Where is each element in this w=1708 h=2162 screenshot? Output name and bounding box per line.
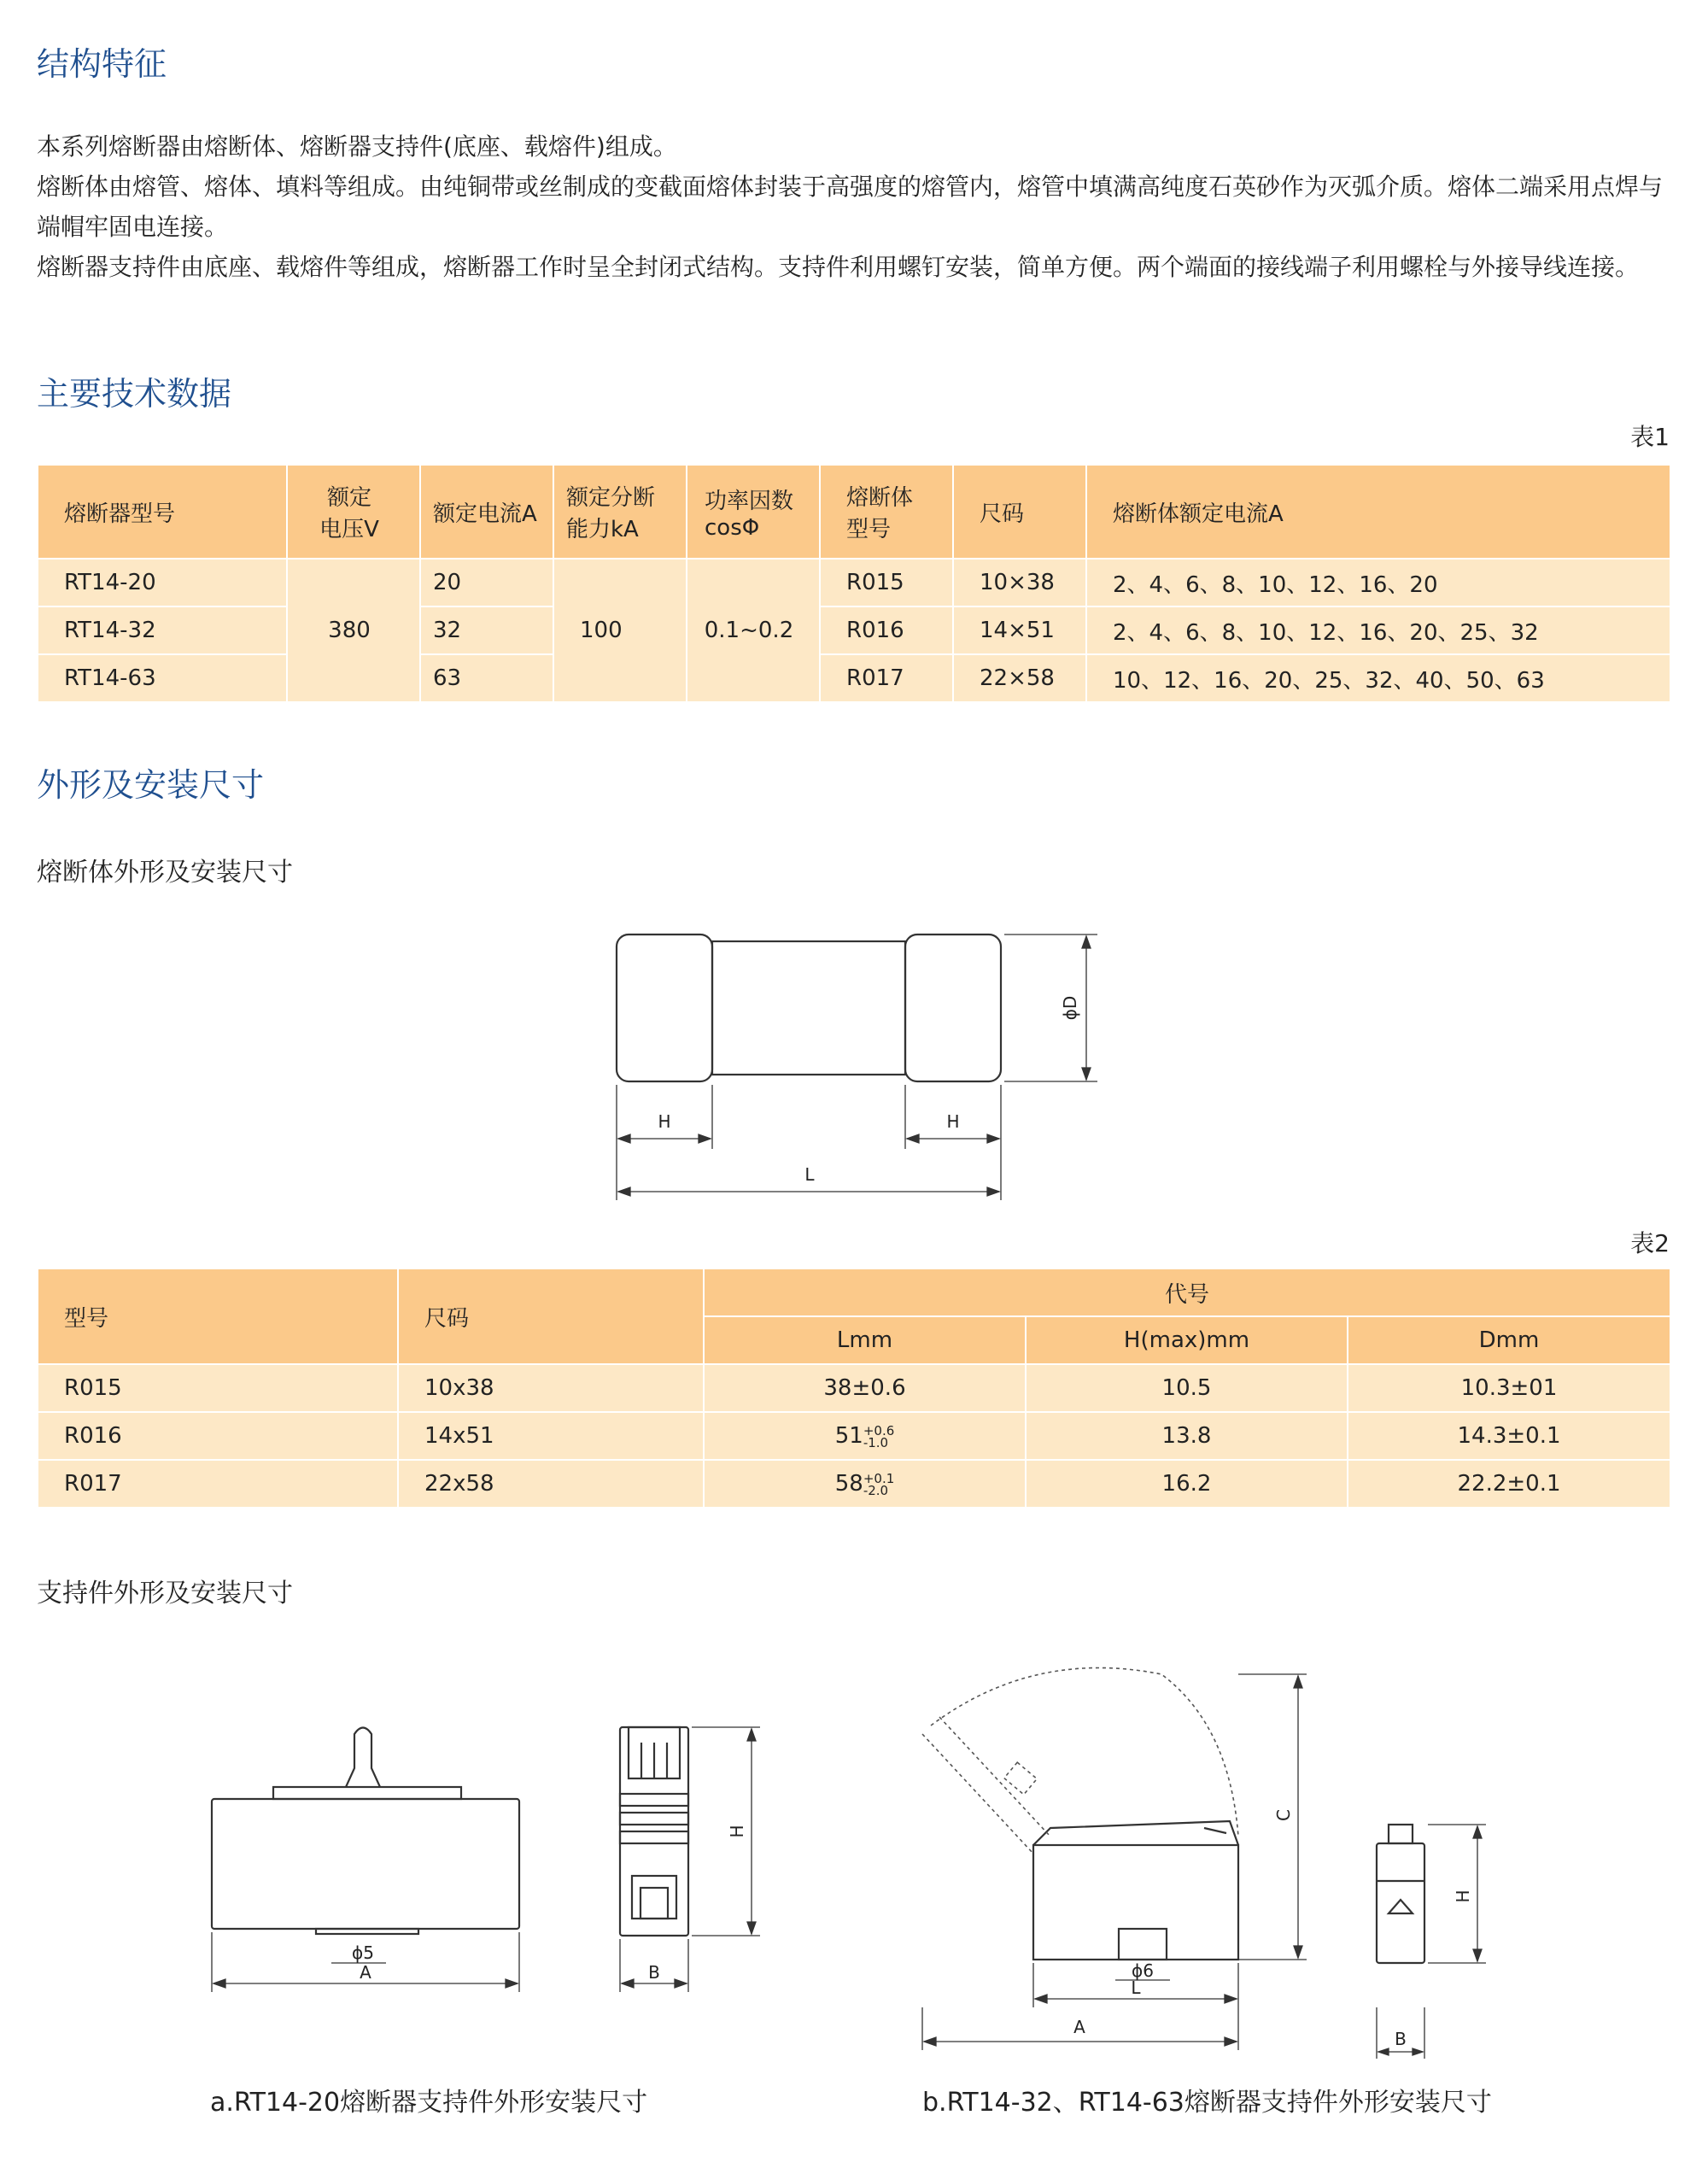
- table-row: [38, 654, 1670, 702]
- fuse-tube: [712, 941, 905, 1075]
- cell-size: 14x51: [398, 1412, 704, 1460]
- dim-l-label: L: [804, 1164, 815, 1185]
- table-header-row: [38, 465, 1670, 559]
- cell-fuse-currents: 2、4、6、8、10、12、16、20、25、32: [1086, 606, 1670, 654]
- table1-label: 表1: [1630, 423, 1670, 451]
- cell-size: 10×38: [953, 559, 1086, 606]
- cell-model: RT14-32: [38, 606, 287, 654]
- dimensions-title: 外形及安装尺寸: [37, 766, 265, 804]
- holder-b-swing-arc: [931, 1668, 1238, 1837]
- cell-model: RT14-20: [38, 559, 287, 606]
- cell-d: 10.3±01: [1348, 1364, 1670, 1412]
- fuse-outline-drawing: [598, 923, 1110, 1213]
- fuse-end-cap-right: [905, 935, 1001, 1081]
- holder-a-h-label: H: [727, 1825, 747, 1838]
- holder-a-phi-label: ϕ5: [352, 1942, 374, 1963]
- cell-h: 13.8: [1026, 1412, 1348, 1460]
- structure-title: 结构特征: [37, 45, 167, 83]
- col-fuse-type: 熔断体 型号: [820, 465, 953, 559]
- col-power-factor: 功率因数 cosΦ: [687, 465, 820, 559]
- table-row: [38, 606, 1670, 654]
- cell-l: 51+0.6 -1.0: [704, 1412, 1026, 1460]
- col-fuse-currents: 熔断体额定电流A: [1086, 465, 1670, 559]
- cell-current: 32: [420, 606, 553, 654]
- col-model: 型号: [38, 1268, 398, 1364]
- table-header-row: [38, 1268, 1670, 1316]
- col-h: H(max)mm: [1026, 1316, 1348, 1364]
- fuse-drawing-subtitle: 熔断体外形及安装尺寸: [37, 858, 293, 888]
- cell-l: 58+0.1 -2.0: [704, 1460, 1026, 1508]
- holder-a-top-plate: [273, 1787, 461, 1799]
- cell-l: 38±0.6: [704, 1364, 1026, 1412]
- holder-b-a-label: A: [1073, 2017, 1085, 2037]
- holder-b-b-label: B: [1395, 2029, 1407, 2049]
- col-code: 代号: [704, 1268, 1670, 1316]
- fuse-end-cap-left: [617, 935, 712, 1081]
- cell-d: 22.2±0.1: [1348, 1460, 1670, 1508]
- holder-a-a-label: A: [360, 1962, 371, 1983]
- holder-a-drawing: [196, 1708, 794, 1999]
- holder-b-caption: b.RT14-32、RT14-63熔断器支持件外形安装尺寸: [922, 2088, 1492, 2118]
- holder-b-c-label: C: [1273, 1809, 1294, 1821]
- cell-fuse-currents: 10、12、16、20、25、32、40、50、63: [1086, 654, 1670, 702]
- structure-paragraph: 熔断体由熔管、熔体、填料等组成。由纯铜带或丝制成的变截面熔体封装于高强度的熔管内，熔管中填满高纯度石英砂作为灭弧介质。熔体二端采用点焊与端帽牢固电连接。: [37, 173, 1664, 241]
- cell-h: 10.5: [1026, 1364, 1348, 1412]
- col-model: 熔断器型号: [38, 465, 287, 559]
- holder-b-bottom-dimensions: [905, 2007, 1554, 2076]
- cell-size: 22x58: [398, 1460, 704, 1508]
- dim-h-right-label: H: [946, 1111, 960, 1132]
- fuse-dimension-table: [37, 1268, 1671, 1509]
- cell-fuse-type: R017: [820, 654, 953, 702]
- cell-voltage: 380: [287, 559, 420, 702]
- cell-power-factor: 0.1~0.2: [687, 559, 820, 702]
- holder-b-slot: [1119, 1929, 1167, 1960]
- cell-current: 20: [420, 559, 553, 606]
- cell-breaking-capacity: 100: [553, 559, 687, 702]
- structure-text: [37, 126, 1676, 287]
- cell-h: 16.2: [1026, 1460, 1348, 1508]
- table-row: [38, 1364, 1670, 1412]
- cell-fuse-type: R015: [820, 559, 953, 606]
- cell-model: R017: [38, 1460, 398, 1508]
- cell-current: 63: [420, 654, 553, 702]
- holder-b-side-view: [1377, 1843, 1424, 1963]
- cell-size: 10x38: [398, 1364, 704, 1412]
- cell-model: R016: [38, 1412, 398, 1460]
- cell-fuse-type: R016: [820, 606, 953, 654]
- dim-d-label: ϕD: [1060, 995, 1080, 1021]
- holder-b-l-label: L: [1131, 1977, 1141, 1998]
- holder-a-base: [212, 1799, 519, 1929]
- holder-a-b-label: B: [648, 1962, 660, 1983]
- cell-d: 14.3±0.1: [1348, 1412, 1670, 1460]
- col-current: 额定电流A: [420, 465, 553, 559]
- structure-paragraph: 本系列熔断器由熔断体、熔断器支持件(底座、载熔件)组成。: [37, 132, 677, 161]
- holder-b-cover: [1033, 1821, 1238, 1845]
- holder-b-drawing: [905, 1657, 1554, 2016]
- holder-drawing-subtitle: 支持件外形及安装尺寸: [37, 1579, 293, 1608]
- col-size: 尺码: [398, 1268, 704, 1364]
- cell-size: 14×51: [953, 606, 1086, 654]
- table-row: [38, 1460, 1670, 1508]
- holder-b-phi-label: ϕ6: [1132, 1960, 1154, 1981]
- tech-data-table: [37, 464, 1671, 703]
- holder-b-base: [1033, 1845, 1238, 1960]
- col-size: 尺码: [953, 465, 1086, 559]
- holder-a-caption: a.RT14-20熔断器支持件外形安装尺寸: [210, 2088, 648, 2118]
- tech-data-title: 主要技术数据: [37, 375, 232, 413]
- col-voltage: 额定 电压V: [287, 465, 420, 559]
- table-row: [38, 559, 1670, 606]
- table2-label: 表2: [1630, 1229, 1670, 1257]
- dim-h-left-label: H: [658, 1111, 671, 1132]
- holder-b-h-label: H: [1453, 1890, 1473, 1903]
- col-l: Lmm: [704, 1316, 1026, 1364]
- col-breaking-capacity: 额定分断 能力kA: [553, 465, 687, 559]
- structure-paragraph: 熔断器支持件由底座、载熔件等组成，熔断器工作时呈全封闭式结构。支持件利用螺钉安装，简单方便。两个端面的接线端子利用螺栓与外接导线连接。: [37, 253, 1640, 281]
- cell-model: R015: [38, 1364, 398, 1412]
- cell-size: 22×58: [953, 654, 1086, 702]
- cell-fuse-currents: 2、4、6、8、10、12、16、20: [1086, 559, 1670, 606]
- table-row: [38, 1412, 1670, 1460]
- col-d: Dmm: [1348, 1316, 1670, 1364]
- cell-model: RT14-63: [38, 654, 287, 702]
- holder-a-handle: [346, 1728, 380, 1788]
